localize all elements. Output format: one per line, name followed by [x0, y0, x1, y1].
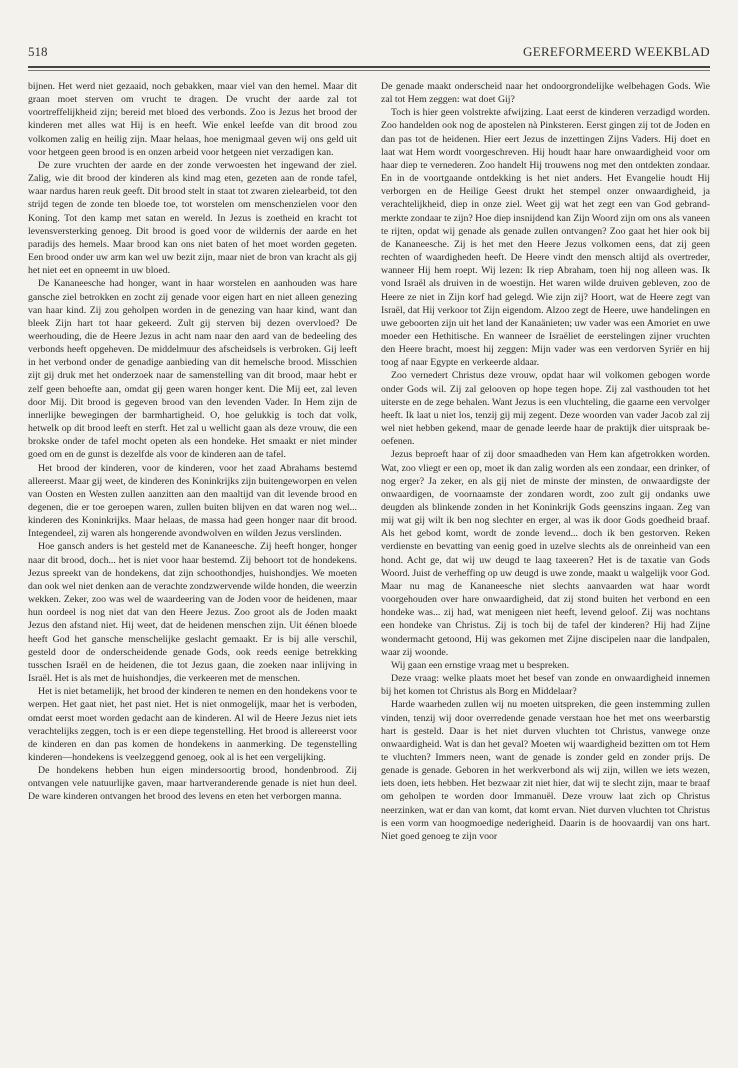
right-column: [381, 80, 710, 1052]
left-column: [28, 80, 357, 1052]
header-rule-thin: [28, 70, 710, 71]
page-number: 518: [28, 44, 48, 59]
paragraph: De hondekens hebben hun eigen mindersoortig brood, hondenbrood. Zij ontvangen vele natuurlijke gaven, maar hartveranderende genade is niet hun deel. De ware kinderen ontvangen het brood des levens en eten het verborgen manna.: [28, 765, 357, 803]
paragraph: Het is niet betamelijk, het brood der kinderen te nemen en den hondekens voor te werpen. Het gaat niet, het past niet. Het is niet onmogelijk, maar het is verboden, omdat eerst moet worden gedacht aan de kinderen. Al wil de Heere Jezus niet iets verachtelijks zeggen, toch is er een diepe tegenstelling. Het brood is allereerst voor de kinderen en dan pas komen de hondekens in aanmerking. De tegenstelling kinderen—hondekens is veelzeggend genoeg, ook al is het een vergelijking.: [28, 686, 357, 763]
paragraph: De zure vruchten der aarde en der zonde verwoesten het ingewand der ziel. Zalig, wie dit brood der kinderen als kind mag eten, gezeten aan de ronde tafel, waar nardus haren reuk geeft. Dit brood stelt in staat tot zwaren zielearbeid, tot den strijd tegen de zonde ten bloede toe, tot worstelen om menschenzielen voor den Koning. Tot den kamp met satan en wereld. In Jezus is zoetheid en kracht tot levensversterking genoeg. Dit brood is goed voor de wildernis der aarde en het paradijs des hemels. Maar brood kan ons niet baten of het moet worden gegeten. Een brood onder uw arm kan wel uw bezit zijn, maar niet de bron van kracht als gij het niet eet en opneemt in uw bloed.: [28, 159, 357, 277]
paragraph: Deze vraag: welke plaats moet het besef van zonde en onwaardigheid innemen bij het komen tot Christus als Borg en Middelaar?: [381, 673, 710, 698]
paragraph: Wij gaan een ernstige vraag met u bespreken.: [391, 659, 570, 671]
header-rule-thick: [28, 66, 710, 68]
paragraph: De Kananeesche had honger, want in haar worstelen en aanhouden was hare gansche ziel betrokken en zocht zij genade voor eigen hart en niet alleen genezing van haar kind. Zij zou geholpen worden in de genezing van haar kind, want dan bleek Zijn hart tot haar gekeerd. Zult gij sterven bij dezen overvloed? De weerhouding, die de Heere Jezus in acht nam naar den aard van de bedeeling des verbonds heeft opgeheven. De middelmuur des afscheidsels is verbroken. Gij leeft in het verbond onder de genadige aanbieding van dit hemelsche brood. Misschien zijt gij druk met het onderzoek naar de samenstelling van dit brood, maar hebt er zelf geen behoefte aan, omdat gij geen waren honger kent. Die Mij eet, zal leven door Mij. Dit brood is gegeven brood van den levenden Vader. In Hem zijn de innerlijke bewegingen der barmhartigheid. O, hoe gelukkig is toch dat volk, hetwelk op dit brood leeft en sterft. Het zal u wellicht gaan als deze vrouw, die een brokske onder de tafel mocht opeten als een hondeke. Het smaakt er niet minder goed om en de gunst is dezelfde als voor de kinderen aan de tafel.: [28, 278, 357, 461]
paragraph: Harde waarheden zullen wij nu moeten uitspreken, die geen instemming zullen vinden, tenzij wij door overredende genade verstaan hoe het met ons weerbarstig hart is gesteld. Daar is het niet durven vluchten tot Christus, vanwege onze onwaardigheid. Wat is dan het geval? Moeten wij waardigheid bezitten om tot Hem te vluchten? Immers neen, want de genade is zonder geld en zonder prijs. De genade is genade. Geboren in het werkverbond als wij zijn, willen we iets wezen, iets doen, iets hebben. Het bezwaar zit niet hier, dat wij te slecht zijn, maar te braaf om geholpen te worden door Immanuël. Deze vrouw laat zich op Christus neerzinken, wat er dan van komt, dat komt ervan. Niet durven vluchten tot Christus is een vorm van hoogmoedige nederigheid. Daarin is de hoovaardij van ons hart. Niet goed genoeg te zijn voor: [381, 699, 710, 842]
paragraph: Zoo vernedert Christus deze vrouw, opdat haar wil volkomen gebogen worde onder Gods wil. Zij zal gelooven op hope tegen hope. Zij zal vasthouden tot het uiterste en de zege behalen. Want Jezus is een vluchteling, die gaarne een vervolger heeft. Ik laat u niet los, tenzij gij mij zegent. Deze woorden van vader Jacob zal zij wel niet hebben gekend, maar de genade leerde haar de praktijk dier uitspraak beoefenen.: [381, 370, 710, 448]
page-header: [28, 44, 710, 64]
paragraph: De genade maakt onderscheid naar het ondoorgrondelijke welbehagen Gods. Wie zal tot Hem zeggen: wat doet Gij?: [381, 81, 710, 106]
paragraph: Het brood der kinderen, voor de kinderen, voor het zaad Abrahams bestemd allereerst. Maar gij weet, de kinderen des Koninkrijks zijn buitengeworpen en velen van Oosten en Westen zullen aanzitten aan den maaltijd van dit levende brood en degenen, die er toe geroepen waren, zullen buiten blijven en dat waren nog wel... kinderen des Koninkrijks. Maar helaas, de massa had geen honger naar dit brood. Integendeel, zij waren als hongerende avondwolven en wilden Jezus verslinden.: [28, 462, 357, 540]
paragraph: bijnen. Het werd niet gezaaid, noch gebakken, maar viel van den hemel. Maar dit graan moet sterven om vrucht te dragen. De vrucht der aarde zal tot voortreffelijkheid zijn; bereid met bloed des verbonds. Zoo is Jezus het brood der kinderen met alles wat Hij is en heeft. Wie enkel leefde van dit brood zou volkomen zalig en heilig zijn. Maar helaas, hoe menigmaal geven wij ons geld uit voor hetgeen geen brood is en onzen arbeid voor hetgeen niet verzadigen kan.: [28, 81, 357, 158]
paragraph: Toch is hier geen volstrekte afwijzing. Laat eerst de kinderen verzadigd worden. Zoo handelden ook nog de apostelen nà Pinksteren. Eerst gingen zij tot de Joden en dan pas tot de heidenen. Hier eert Jezus de inzettingen Zijns Vaders. Hij doet en laat wat Hem wordt voorgeschreven. Hij houdt haar hare onwaardigheid voor om haar diep te vernederen. Zoo handelt Hij trouwens nog met den ontdekten zondaar. En in de voortgaande ontdekking is het niet anders. Het Evangelie houdt Hij verborgen en de Heilige Geest drukt het stempel onzer onwaardigheid, ja verachtelijkheid, diep in onze ziel. Weet gij wat het zegt een van God gebrandmerkte zondaar te zijn? Hoe diep insnijdend kan Zijn Woord zijn om ons als vaneen te rijten, opdat wij genade als genade zullen ontvangen? Zoo gaat het hier ook bij de Kananeesche. Zij is het met den Heere Jezus volkomen eens, dat zij geen rechten of waardigheden heeft. De Heere vindt den mensch altijd als overtreder, wanneer Hij hem roept. Wij lezen: Ik riep Abraham, toen hij nog alleen was. Ik vond Israël als druiven in de woestijn. Het waren wilde druiven gebleven, zoo de Heere ze niet in Zijn korf had gelegd. Wie zijn zij? Hoort, wat de Heere zegt van Israël, dat Hij verkoor tot Zijn eigendom. Alzoo zegt de Heere, uwe handelingen en uwe geboorten zijn uit het land der Kanaänieten; uw vader was een Amoriet en uwe moeder een Hethitische. En wanneer de Israëliet de eerstelingen zijner vruchten den Heere bracht, moest hij zeggen: Mijn vader was een verdorven Syriër en hij toog af naar Egypte en verkeerde aldaar.: [381, 107, 710, 369]
journal-title: GEREFORMEERD WEEKBLAD: [523, 44, 710, 59]
paragraph: Hoe gansch anders is het gesteld met de Kananeesche. Zij heeft honger, honger naar dit brood, doch... het is niet voor haar bestemd. Zij behoort tot de hondekens. Jezus spreekt van de hondekens, dat zijn schoothondjes, huishondjes. We moeten dan ook wel niet denken aan de verachte zondzwervende wilde honden, die weerzin wekken. Zeker, zoo was wel de waardeering van de Joden voor de heidenen, maar hun oordeel is nog niet dat van den Heere Jezus. Zoo groot als de Joden maakt Jezus den afstand niet. Hij weet, dat de heidenen menschen zijn. Uit éénen bloede heeft God het gansche menschelijke geslacht gemaakt. Er is bij alle verschil, gesteld door de onderscheidende genade Gods, ook reeds eenige betrekking tusschen Israël en de heidenen, die tot Jezus gaan, die zoeken naar inlijving in Israël. Het is als met de huishondjes, die verkeeren met de menschen.: [28, 541, 357, 685]
paragraph: Jezus beproeft haar of zij door smaadheden van Hem kan afgetrokken worden. Wat, zoo vliegt er een op, moet ik dan zalig worden als een zondaar, een drinker, of nog erger? Ja zeker, en als gij niet de minste der minsten, de onwaardigste der onwaardigen, de voornaamste der zondaren wordt, zoo zult gij ondanks uwe deugden als blinkende zonden in het Koninkrijk Gods geenszins ingaan. Zeg van mij wat gij wilt ik ben nog slechter en erger, al was ik door Gods goedheid braaf. Als het gebod komt, wordt de zonde levend... doch ik ben gestorven. Reken verdienste en bevatting van eenig goed in uzelve slechts als de onreinheid van een hond. Acht ge, dat wij uw deugd te laag taxeeren? Het is de taxatie van Gods Woord. Juist de verheffing op uw deugd is uwe zonde, maakt u walgelijk voor God. Maar nu mag de Kananeesche niet slechts aanvaarden wat haar wordt voorgehouden over hare onwaardigheid, dat zij stond buiten het verbond en een hondeke was... zij had, wat menigeen niet heeft, levend geloof. Zij was nochtans een hondeke van Christus. Zij is toch bij de tafel der kinderen? Hij had Zijne wondermacht getoond, Hij was gekomen met Zijne discipelen naar die landpalen, waar zij woonde.: [381, 449, 710, 658]
